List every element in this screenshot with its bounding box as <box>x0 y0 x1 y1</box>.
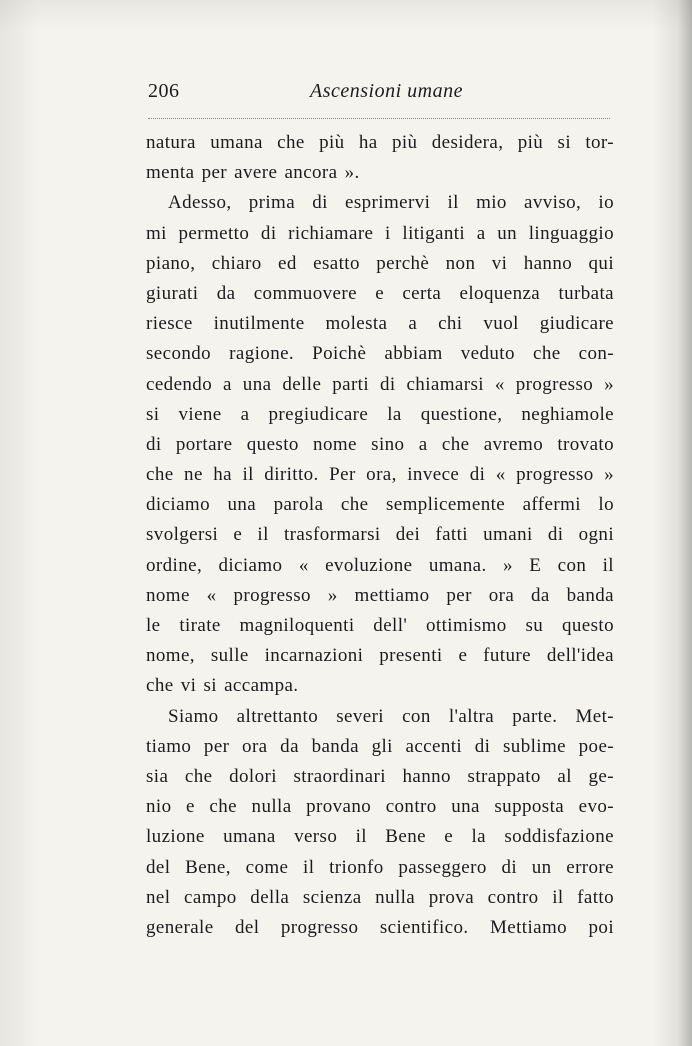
page-header <box>148 80 598 116</box>
text-line: riesce inutilmente molesta a chi vuol giudicare <box>146 313 614 335</box>
text-line: piano, chiaro ed esatto perchè non vi hanno qui <box>146 252 614 274</box>
text-line: diciamo una parola che semplicemente affermi lo <box>146 494 614 516</box>
text-line: nome « progresso » mettiamo per ora da banda <box>146 584 614 606</box>
text-line: giurati da commuovere e certa eloquenza turbata <box>146 282 614 304</box>
text-line: si viene a pregiudicare la questione, neghiamole <box>146 403 614 425</box>
page-number: 206 <box>148 80 180 102</box>
running-title: Ascensioni umane <box>310 80 463 102</box>
text-line: che ne ha il diritto. Per ora, invece di « progresso » <box>146 464 614 486</box>
text-line: natura umana che più ha più desidera, più si tor- <box>146 132 614 153</box>
text-line: tiamo per ora da banda gli accenti di sublime poe- <box>146 735 614 757</box>
text-line: di portare questo nome sino a che avremo trovato <box>146 433 614 455</box>
text-line: sia che dolori straordinari hanno strappato al ge- <box>146 765 614 787</box>
text-line: nome, sulle incarnazioni presenti e future dell'idea <box>146 645 614 667</box>
text-line: svolgersi e il trasformarsi dei fatti umani di ogni <box>146 524 614 546</box>
text-line: nio e che nulla provano contro una supposta evo- <box>146 796 614 818</box>
text-line: secondo ragione. Poichè abbiam veduto che con- <box>146 343 614 365</box>
text-line: menta per avere ancora ». <box>146 162 360 184</box>
text-line: generale del progresso scientifico. Mettiamo poi <box>146 916 614 938</box>
text-line: che vi si accampa. <box>146 675 299 697</box>
text-line: luzione umana verso il Bene e la soddisfazione <box>146 826 614 848</box>
body-text <box>146 128 614 943</box>
header-rule <box>148 118 610 119</box>
text-line: mi permetto di richiamare i litiganti a un linguaggio <box>146 222 614 244</box>
text-line: del Bene, come il trionfo passeggero di un errore <box>146 856 614 878</box>
text-line: cedendo a una delle parti di chiamarsi « progresso » <box>146 373 614 395</box>
text-line: Adesso, prima di esprimervi il mio avviso, io <box>168 192 614 214</box>
text-line: nel campo della scienza nulla prova contro il fatto <box>146 886 614 908</box>
text-line: ordine, diciamo « evoluzione umana. » E con il <box>146 554 614 576</box>
text-line: le tirate magniloquenti dell' ottimismo su questo <box>146 615 614 636</box>
text-line: Siamo altrettanto severi con l'altra parte. Met- <box>168 705 614 727</box>
